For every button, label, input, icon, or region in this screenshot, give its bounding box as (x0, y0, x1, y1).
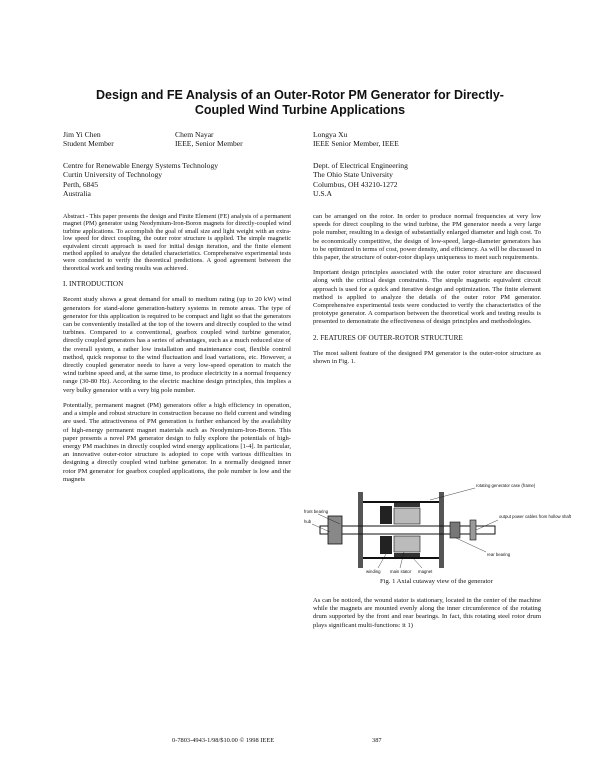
author-name: Jim Yi Chen (63, 130, 101, 139)
winding-top (380, 506, 392, 524)
section-heading-introduction: I. INTRODUCTION (63, 280, 124, 289)
affiliation-line: Dept. of Electrical Engineering (313, 161, 408, 170)
footer-isbn: 0-7803-4943-1/98/$10.00 © 1998 IEEE (172, 737, 275, 744)
author-name: Chem Nayar (175, 130, 214, 139)
label-rotor-case: rotating generator case (frame) (476, 483, 536, 488)
body-paragraph-3: The most salient feature of the designed PM generator is the outer-rotor structure as shown in Fig. 1. (313, 349, 541, 366)
affiliation-line: Centre for Renewable Energy Systems Technology (63, 161, 219, 170)
right-column (313, 213, 541, 373)
figure-caption: Fig. 1 Axial cutaway view of the generator (380, 578, 493, 585)
affiliation-right (313, 161, 408, 199)
winding-bottom (380, 536, 392, 554)
intro-paragraph-2: Potentially, permanent magnet (PM) generators offer a high efficiency in operation, and a simple and robust structure in construction because no field current and winding are used. The attractiveness of PM generation is further enhanced by the availability of high-energy permanent magnet materials such as Neodymium-Iron-Boron. This paper presents a novel PM generator design to fully explore the potentials of high-energy PM machines in directly coupled wind energy applications [1-4]. In particular, an innovative outer-rotor structure is adopted to cope with various difficulties in designing a directly coupled wind turbine generator. In a normally designed inner rotor PM generator for gearbox coupled applications, the pole number is low and the magnets (63, 401, 291, 483)
author-role: IEEE Senior Member, IEEE (313, 139, 399, 149)
label-winding: winding (366, 569, 381, 574)
abstract: Abstract - This paper presents the design and Finite Element (FE) analysis of a permanent magnet (PM) generator using Neodymium-Iron-Boron magnets for directly-coupled wind turbine applications. To accomplish the goal of small size and light weight with an extra-low speed for direct coupling, the outer rotor structure is applied. The simple magnetic equivalent circuit approach is used for initial design iteration, and the finite element method applied to analyze the detailed characteristics. Comprehensive experimental tests were conducted to verify the theoretical predictions. A good agreement between the theoretical work and testing results was achieved. (63, 213, 291, 272)
label-main-stator: main stator (390, 569, 412, 574)
section-heading-features: 2. FEATURES OF OUTER-ROTOR STRUCTURE (313, 333, 463, 342)
page-number: 387 (372, 737, 382, 744)
end-support (470, 520, 476, 540)
author-role: Student Member (63, 139, 114, 149)
body-paragraph-2: Important design principles associated with the outer rotor structure are discussed along with the critical design constraints. The simple magnetic equivalent circuit approach is used for a quick and iterative design and optimization. The finite element method is applied to analyze the details of the outer rotor PM generator. Comprehensive experimental tests were conducted to verify the characteristics of the prototype generator. A comparison between the theoretical work and testing results is presented to demonstrate the effectiveness of design principles and methodologies. (313, 269, 541, 326)
title-line-2: Coupled Wind Turbine Applications (194, 103, 406, 117)
affiliation-line: U.S.A (313, 189, 332, 199)
author-role: IEEE, Senior Member (175, 139, 243, 149)
generator-cutaway-figure (300, 480, 572, 575)
label-rear-bearing: rear bearing (487, 552, 511, 557)
affiliation-left (63, 161, 218, 199)
affiliation-line: Columbus, OH 43210-1272 (313, 179, 398, 189)
author-name: Longya Xu (313, 130, 348, 139)
intro-paragraph-1: Recent study shows a great demand for small to medium rating (up to 20 kW) wind generators for stand-alone generation-battery systems in remote areas. The type of generator for this application is required to be compact and light so that the generators can be conveniently installed at the top of the towers and directly coupled to the wind turbines. Compared to a conventional, gearbox coupled wind turbine generator, directly coupled generators has a series of advantages, such as a much reduced size of the overall system, a rather low installation and maintenance cost, flexible control method, quick response to the wind fluctuation and load variations, etc. However, a directly coupled generator needs to have a very low-speed operation to match the wind turbine speed and, at the same time, to produce electricity in a normal frequency range (30-80 Hz). According to the electric machine design principles, this implies a very bulky generator with a very big pole number. (63, 296, 291, 394)
hub (328, 516, 342, 544)
rear-plate (439, 492, 444, 568)
stator-top (394, 508, 420, 524)
paper-title (60, 88, 540, 118)
body-paragraph-4: As can be noticed, the wound stator is stationary, located in the center of the machine while the magnets are mounted evenly along the inner circumference of the rotating drum supported by the front and rear bearings. In fact, this rotating steel rotor drum plays significant multi-functions: it 1) (313, 597, 541, 629)
title-line-1: Design and FE Analysis of an Outer-Rotor PM Generator for Directly- (96, 88, 504, 102)
rear-bearing (450, 522, 460, 538)
affiliation-line: Perth, 6845 (63, 179, 99, 189)
front-plate (358, 492, 363, 568)
left-column (63, 213, 291, 491)
label-hub: hub (304, 519, 312, 524)
magnet-bottom (394, 553, 420, 557)
affiliation-line: The Ohio State University (313, 170, 393, 180)
author-2 (175, 130, 243, 149)
affiliation-line: Curtin University of Technology (63, 170, 163, 180)
label-output-cables: output power cables from hollow shaft (499, 514, 572, 519)
label-front-bearing: front bearing (304, 509, 329, 514)
right-column-bottom (313, 597, 541, 637)
affiliation-line: Australia (63, 189, 91, 199)
label-magnet: magnet (418, 569, 433, 574)
author-3 (313, 130, 399, 149)
stator-bottom (394, 536, 420, 552)
body-paragraph-1: can be arranged on the rotor. In order to produce normal frequencies at very low speeds for direct coupling to the wind turbine, the PM generator needs a very large pole number, resulting in a design of substantially enlarged diameter and high cost. To be economically competitive, the design of low-speed, large-diameter generators has to be optimized in terms of cost, power density, and efficiency. As will be discussed in this paper, the structure of outer-rotor displays uniqueness to meet such requirements. (313, 213, 541, 262)
magnet-top (394, 503, 420, 507)
author-1 (63, 130, 114, 149)
